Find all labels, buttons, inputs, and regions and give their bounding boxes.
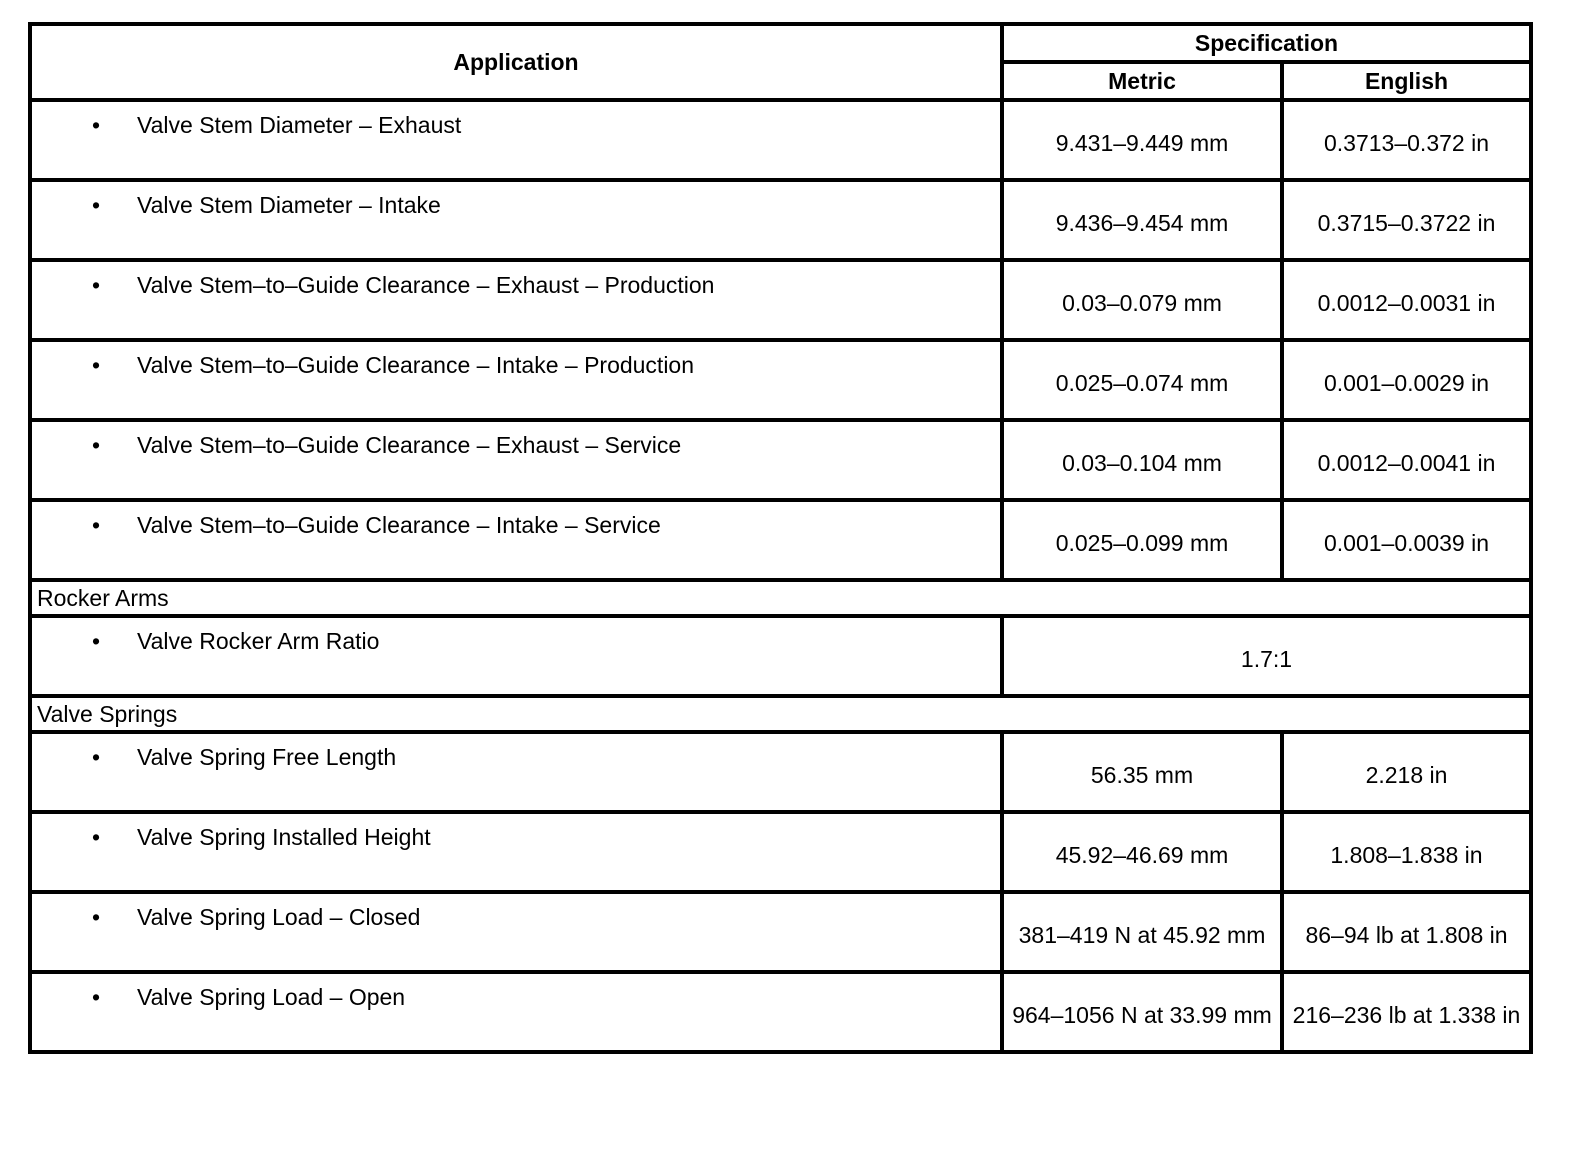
- application-label: Valve Spring Installed Height: [137, 824, 431, 850]
- english-value: 0.3715–0.3722 in: [1282, 180, 1531, 260]
- application-cell: [30, 180, 1002, 260]
- english-value: 0.001–0.0039 in: [1282, 500, 1531, 580]
- table-row: [30, 420, 1531, 500]
- metric-value: 381–419 N at 45.92 mm: [1002, 892, 1282, 972]
- application-cell: [30, 892, 1002, 972]
- metric-value: 0.03–0.104 mm: [1002, 420, 1282, 500]
- application-label: Valve Spring Load – Open: [137, 984, 406, 1010]
- application-label: Valve Stem–to–Guide Clearance – Exhaust – Service: [137, 432, 682, 458]
- section-row: [30, 696, 1531, 732]
- application-cell: [30, 500, 1002, 580]
- table-row: [30, 812, 1531, 892]
- english-value: 0.001–0.0029 in: [1282, 340, 1531, 420]
- english-value: 0.0012–0.0041 in: [1282, 420, 1531, 500]
- header-english: English: [1282, 62, 1531, 100]
- english-value: 1.808–1.838 in: [1282, 812, 1531, 892]
- table-row: [30, 616, 1531, 696]
- application-cell: [30, 100, 1002, 180]
- application-label: Valve Stem–to–Guide Clearance – Exhaust – Production: [137, 272, 715, 298]
- table-row: [30, 732, 1531, 812]
- bullet-icon: •: [91, 112, 100, 138]
- english-value: 86–94 lb at 1.808 in: [1282, 892, 1531, 972]
- metric-value: 45.92–46.69 mm: [1002, 812, 1282, 892]
- application-cell: [30, 340, 1002, 420]
- table-row: [30, 180, 1531, 260]
- application-label: Valve Stem Diameter – Intake: [137, 192, 441, 218]
- rocker-ratio-value: 1.7:1: [1002, 616, 1531, 696]
- metric-value: 9.431–9.449 mm: [1002, 100, 1282, 180]
- application-cell: [30, 420, 1002, 500]
- bullet-icon: •: [91, 984, 100, 1010]
- bullet-icon: •: [91, 744, 100, 770]
- application-cell: [30, 616, 1002, 696]
- table-row: [30, 340, 1531, 420]
- bullet-icon: •: [91, 272, 100, 298]
- bullet-icon: •: [91, 192, 100, 218]
- application-cell: [30, 732, 1002, 812]
- table-row: [30, 500, 1531, 580]
- table-row: [30, 892, 1531, 972]
- metric-value: 0.025–0.099 mm: [1002, 500, 1282, 580]
- bullet-icon: •: [91, 628, 100, 654]
- application-cell: [30, 812, 1002, 892]
- english-value: 216–236 lb at 1.338 in: [1282, 972, 1531, 1052]
- english-value: 0.3713–0.372 in: [1282, 100, 1531, 180]
- bullet-icon: •: [91, 352, 100, 378]
- application-label: Valve Spring Free Length: [137, 744, 397, 770]
- application-label: Valve Spring Load – Closed: [137, 904, 421, 930]
- section-valve-springs: Valve Springs: [30, 696, 1531, 732]
- application-label: Valve Stem Diameter – Exhaust: [137, 112, 462, 138]
- english-value: 0.0012–0.0031 in: [1282, 260, 1531, 340]
- application-label: Valve Rocker Arm Ratio: [137, 628, 380, 654]
- header-application: Application: [30, 24, 1002, 100]
- table-row: [30, 972, 1531, 1052]
- application-cell: [30, 260, 1002, 340]
- metric-value: 964–1056 N at 33.99 mm: [1002, 972, 1282, 1052]
- application-label: Valve Stem–to–Guide Clearance – Intake – Service: [137, 512, 661, 538]
- table-row: [30, 260, 1531, 340]
- header-metric: Metric: [1002, 62, 1282, 100]
- header-specification: Specification: [1002, 24, 1531, 62]
- bullet-icon: •: [91, 432, 100, 458]
- valve-spec-table: [28, 22, 1533, 1054]
- application-cell: [30, 972, 1002, 1052]
- section-rocker-arms: Rocker Arms: [30, 580, 1531, 616]
- bullet-icon: •: [91, 904, 100, 930]
- bullet-icon: •: [91, 512, 100, 538]
- metric-value: 56.35 mm: [1002, 732, 1282, 812]
- section-row: [30, 580, 1531, 616]
- metric-value: 0.025–0.074 mm: [1002, 340, 1282, 420]
- application-label: Valve Stem–to–Guide Clearance – Intake – Production: [137, 352, 695, 378]
- english-value: 2.218 in: [1282, 732, 1531, 812]
- bullet-icon: •: [91, 824, 100, 850]
- metric-value: 0.03–0.079 mm: [1002, 260, 1282, 340]
- metric-value: 9.436–9.454 mm: [1002, 180, 1282, 260]
- table-row: [30, 100, 1531, 180]
